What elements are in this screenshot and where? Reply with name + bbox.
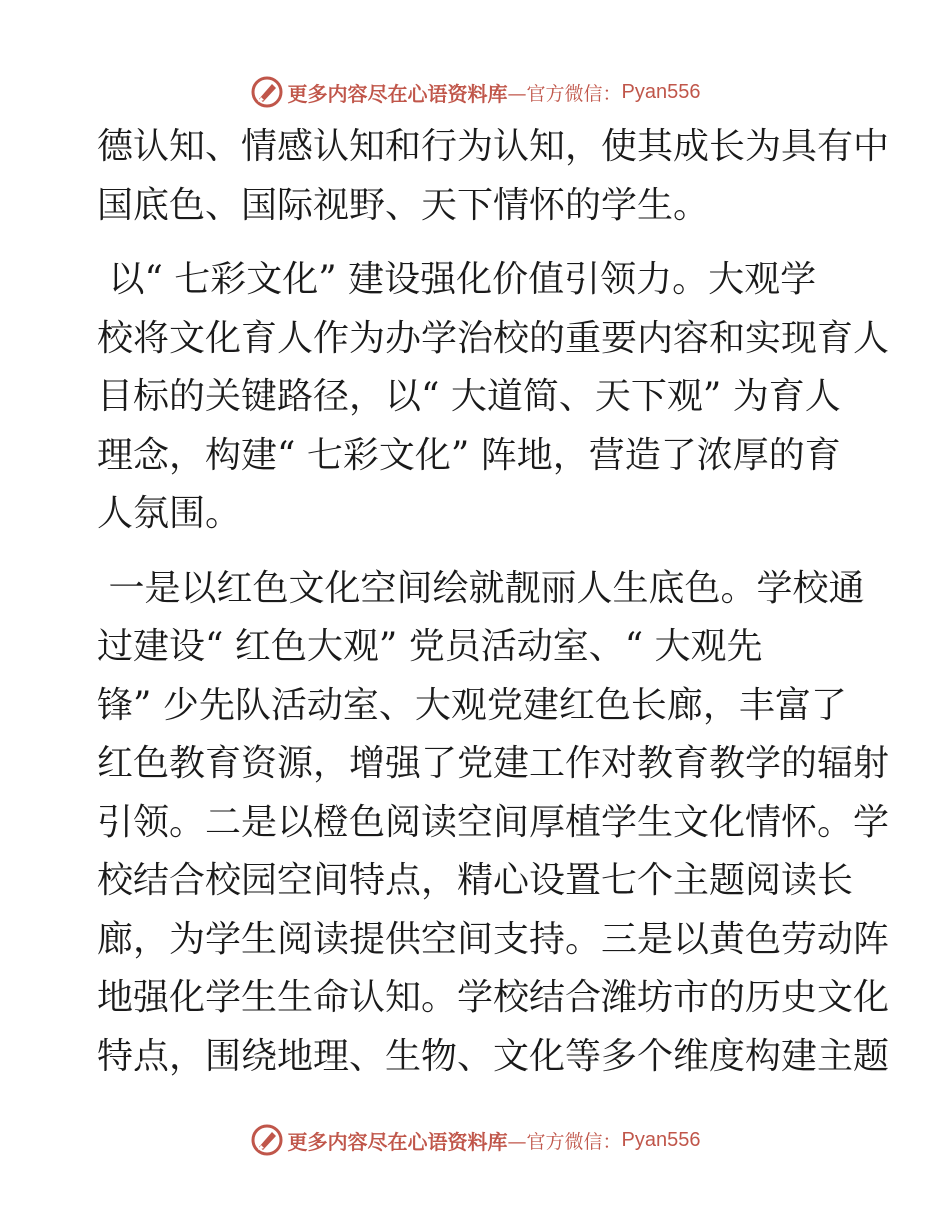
- text-line: 过建设“ 红色大观” 党员活动室、“ 大观先: [97, 626, 763, 667]
- watermark-wechat-id: Pyan556: [621, 80, 701, 103]
- text-line: 德认知、情感认知和行为认知，使其成长为具有中: [97, 126, 890, 167]
- header-watermark: [0, 72, 950, 112]
- text-line: 锋” 少先队活动室、大观党建红色长廊，丰富了: [97, 684, 847, 726]
- text-line: 地强化学生生命认知。学校结合潍坊市的历史文化: [97, 977, 890, 1018]
- watermark-title: 更多内容尽在心语资料库: [287, 1129, 508, 1154]
- watermark-wechat-id: Pyan556: [621, 1128, 701, 1151]
- text-line: 以“ 七彩文化” 建设强化价值引领力。大观学: [97, 259, 817, 300]
- text-line: 目标的关键路径，以“ 大道简、天下观” 为育人: [97, 376, 841, 417]
- text-line: 一是以红色文化空间绘就靓丽人生底色。学校通: [97, 567, 865, 609]
- paragraph-2: [97, 251, 890, 544]
- text-line: 校结合校园空间特点，精心设置七个主题阅读长: [97, 860, 854, 901]
- text-line: 特点，围绕地理、生物、文化等多个维度构建主题: [97, 1035, 890, 1077]
- text-line: 人氛围。: [97, 493, 242, 534]
- text-line: 廊，为学生阅读提供空间支持。三是以黄色劳动阵: [97, 918, 890, 960]
- watermark-separator: —官方微信：: [507, 82, 622, 105]
- footer-watermark: [0, 1120, 950, 1160]
- text-line: 引领。二是以橙色阅读空间厚植学生文化情怀。学: [97, 801, 890, 843]
- text-line: 国底色、国际视野、天下情怀的学生。: [97, 184, 710, 226]
- watermark-separator: —官方微信：: [507, 1130, 622, 1153]
- paragraph-3: [97, 560, 890, 1087]
- watermark-title: 更多内容尽在心语资料库: [287, 81, 508, 106]
- pen-circle-icon: [250, 75, 284, 109]
- document-body: [97, 118, 890, 1086]
- text-line: 理念，构建“ 七彩文化” 阵地，营造了浓厚的育: [97, 434, 841, 476]
- paragraph-1: [97, 118, 890, 235]
- text-line: 校将文化育人作为办学治校的重要内容和实现育人: [97, 317, 890, 359]
- pen-circle-icon: [250, 1123, 284, 1157]
- text-line: 红色教育资源，增强了党建工作对教育教学的辐射: [97, 743, 890, 784]
